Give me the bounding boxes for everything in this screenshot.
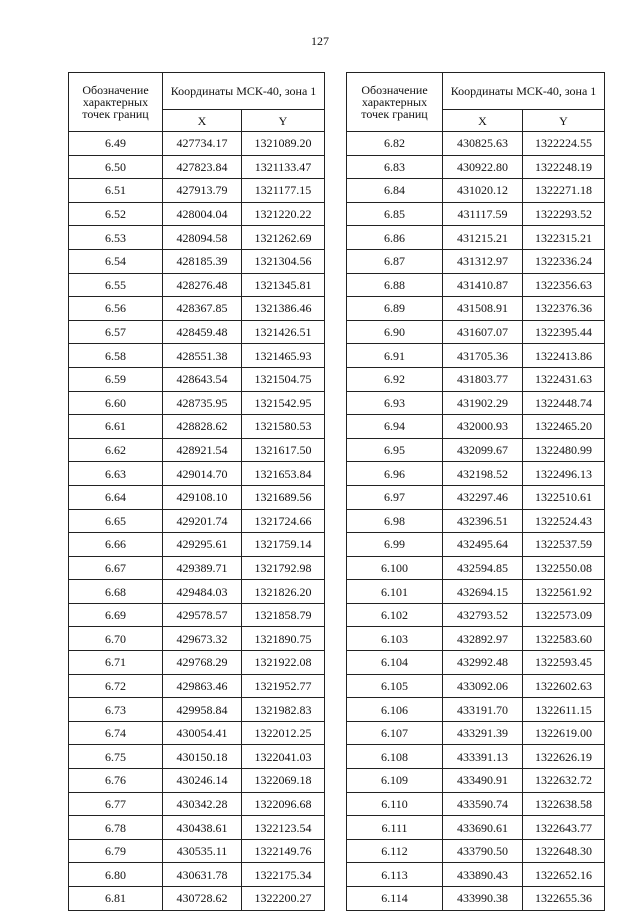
point-id-cell: 6.97 [347,485,443,509]
x-coordinate-cell: 432694.15 [443,580,523,604]
x-coordinate-cell: 430535.11 [163,839,242,863]
table-row [69,179,325,203]
y-coordinate-cell: 1321580.53 [242,415,325,439]
y-coordinate-cell: 1322643.77 [523,816,605,840]
point-id-cell: 6.106 [347,698,443,722]
x-coordinate-cell: 429108.10 [163,485,242,509]
table-row [69,769,325,793]
y-coordinate-cell: 1321220.22 [242,202,325,226]
table-row [69,816,325,840]
point-id-cell: 6.72 [69,674,163,698]
point-id-cell: 6.85 [347,202,443,226]
y-coordinate-cell: 1322602.63 [523,674,605,698]
y-coordinate-cell: 1321089.20 [242,132,325,156]
point-id-cell: 6.102 [347,603,443,627]
x-coordinate-cell: 431020.12 [443,179,523,203]
y-coordinate-cell: 1322638.58 [523,792,605,816]
point-id-cell: 6.49 [69,132,163,156]
y-coordinate-cell: 1321133.47 [242,155,325,179]
point-id-cell: 6.95 [347,438,443,462]
table-row [347,462,605,486]
point-id-cell: 6.107 [347,721,443,745]
y-coordinate-cell: 1321262.69 [242,226,325,250]
y-coordinate-cell: 1321982.83 [242,698,325,722]
point-id-cell: 6.100 [347,556,443,580]
table-row [69,627,325,651]
header-coordinates: Координаты МСК-40, зона 1 [443,73,605,110]
x-coordinate-cell: 431607.07 [443,320,523,344]
y-coordinate-cell: 1321304.56 [242,249,325,273]
x-coordinate-cell: 431902.29 [443,391,523,415]
table-row [69,367,325,391]
point-id-cell: 6.74 [69,721,163,745]
table-row [69,155,325,179]
x-coordinate-cell: 428185.39 [163,249,242,273]
header-x: X [443,110,523,132]
y-coordinate-cell: 1321890.75 [242,627,325,651]
x-coordinate-cell: 431508.91 [443,297,523,321]
x-coordinate-cell: 428004.04 [163,202,242,226]
table-row [347,533,605,557]
y-coordinate-cell: 1322593.45 [523,651,605,675]
y-coordinate-cell: 1322652.16 [523,863,605,887]
header-point-designation: Обозначение характерных точек границ [69,73,163,132]
point-id-cell: 6.112 [347,839,443,863]
y-coordinate-cell: 1322224.55 [523,132,605,156]
header-coordinates: Координаты МСК-40, зона 1 [163,73,325,110]
table-row [347,132,605,156]
table-row [347,887,605,911]
point-id-cell: 6.91 [347,344,443,368]
table-row [69,651,325,675]
y-coordinate-cell: 1321617.50 [242,438,325,462]
table-row [69,863,325,887]
x-coordinate-cell: 433490.91 [443,769,523,793]
x-coordinate-cell: 430054.41 [163,721,242,745]
table-row [69,320,325,344]
table-row [69,391,325,415]
point-id-cell: 6.56 [69,297,163,321]
y-coordinate-cell: 1322537.59 [523,533,605,557]
y-coordinate-cell: 1322200.27 [242,887,325,911]
x-coordinate-cell: 427913.79 [163,179,242,203]
y-coordinate-cell: 1322611.15 [523,698,605,722]
y-coordinate-cell: 1322096.68 [242,792,325,816]
x-coordinate-cell: 429673.32 [163,627,242,651]
table-row [347,249,605,273]
table-row [69,887,325,911]
point-id-cell: 6.69 [69,603,163,627]
point-id-cell: 6.93 [347,391,443,415]
x-coordinate-cell: 428643.54 [163,367,242,391]
table-row [347,674,605,698]
x-coordinate-cell: 429863.46 [163,674,242,698]
y-coordinate-cell: 1321542.95 [242,391,325,415]
point-id-cell: 6.96 [347,462,443,486]
y-coordinate-cell: 1322149.76 [242,839,325,863]
y-coordinate-cell: 1322573.09 [523,603,605,627]
y-coordinate-cell: 1322632.72 [523,769,605,793]
y-coordinate-cell: 1322655.36 [523,887,605,911]
y-coordinate-cell: 1321504.75 [242,367,325,391]
y-coordinate-cell: 1322510.61 [523,485,605,509]
point-id-cell: 6.113 [347,863,443,887]
table-row [69,698,325,722]
x-coordinate-cell: 430728.62 [163,887,242,911]
y-coordinate-cell: 1322648.30 [523,839,605,863]
table-row [347,320,605,344]
point-id-cell: 6.79 [69,839,163,863]
point-id-cell: 6.98 [347,509,443,533]
table-row [347,297,605,321]
y-coordinate-cell: 1322069.18 [242,769,325,793]
point-id-cell: 6.104 [347,651,443,675]
x-coordinate-cell: 433092.06 [443,674,523,698]
table-row [69,603,325,627]
table-row [69,249,325,273]
x-coordinate-cell: 428367.85 [163,297,242,321]
y-coordinate-cell: 1321386.46 [242,297,325,321]
table-row [69,415,325,439]
table-row [69,297,325,321]
x-coordinate-cell: 429014.70 [163,462,242,486]
point-id-cell: 6.82 [347,132,443,156]
point-id-cell: 6.60 [69,391,163,415]
y-coordinate-cell: 1322583.60 [523,627,605,651]
table-row [347,556,605,580]
table-row [69,462,325,486]
y-coordinate-cell: 1321724.66 [242,509,325,533]
y-coordinate-cell: 1322524.43 [523,509,605,533]
table-row [347,273,605,297]
header-y: Y [523,110,605,132]
table-row [347,580,605,604]
y-coordinate-cell: 1321345.81 [242,273,325,297]
point-id-cell: 6.94 [347,415,443,439]
x-coordinate-cell: 428828.62 [163,415,242,439]
x-coordinate-cell: 429389.71 [163,556,242,580]
point-id-cell: 6.103 [347,627,443,651]
table-row [69,674,325,698]
x-coordinate-cell: 431312.97 [443,249,523,273]
table-row [69,839,325,863]
table-row [347,179,605,203]
table-row [347,485,605,509]
point-id-cell: 6.67 [69,556,163,580]
point-id-cell: 6.57 [69,320,163,344]
table-row [347,792,605,816]
point-id-cell: 6.81 [69,887,163,911]
coordinates-table-left [68,72,325,911]
point-id-cell: 6.73 [69,698,163,722]
table-row [69,226,325,250]
point-id-cell: 6.87 [347,249,443,273]
x-coordinate-cell: 428276.48 [163,273,242,297]
table-row [347,627,605,651]
point-id-cell: 6.66 [69,533,163,557]
y-coordinate-cell: 1321653.84 [242,462,325,486]
point-id-cell: 6.77 [69,792,163,816]
y-coordinate-cell: 1322248.19 [523,155,605,179]
table-row [69,721,325,745]
x-coordinate-cell: 429295.61 [163,533,242,557]
header-point-designation: Обозначение характерных точек границ [347,73,443,132]
point-id-cell: 6.114 [347,887,443,911]
y-coordinate-cell: 1322413.86 [523,344,605,368]
table-row [347,509,605,533]
table-row [347,839,605,863]
x-coordinate-cell: 430825.63 [443,132,523,156]
y-coordinate-cell: 1322336.24 [523,249,605,273]
x-coordinate-cell: 433990.38 [443,887,523,911]
x-coordinate-cell: 430438.61 [163,816,242,840]
x-coordinate-cell: 430922.80 [443,155,523,179]
y-coordinate-cell: 1321177.15 [242,179,325,203]
point-id-cell: 6.51 [69,179,163,203]
y-coordinate-cell: 1322041.03 [242,745,325,769]
table-row [69,273,325,297]
x-coordinate-cell: 432892.97 [443,627,523,651]
point-id-cell: 6.90 [347,320,443,344]
y-coordinate-cell: 1322175.34 [242,863,325,887]
x-coordinate-cell: 431803.77 [443,367,523,391]
x-coordinate-cell: 428921.54 [163,438,242,462]
x-coordinate-cell: 433391.13 [443,745,523,769]
x-coordinate-cell: 432198.52 [443,462,523,486]
point-id-cell: 6.54 [69,249,163,273]
x-coordinate-cell: 429484.03 [163,580,242,604]
table-row [69,745,325,769]
point-id-cell: 6.61 [69,415,163,439]
y-coordinate-cell: 1321792.98 [242,556,325,580]
x-coordinate-cell: 432099.67 [443,438,523,462]
point-id-cell: 6.68 [69,580,163,604]
x-coordinate-cell: 432992.48 [443,651,523,675]
point-id-cell: 6.62 [69,438,163,462]
x-coordinate-cell: 431410.87 [443,273,523,297]
y-coordinate-cell: 1322315.21 [523,226,605,250]
x-coordinate-cell: 429201.74 [163,509,242,533]
y-coordinate-cell: 1322465.20 [523,415,605,439]
x-coordinate-cell: 430631.78 [163,863,242,887]
point-id-cell: 6.80 [69,863,163,887]
y-coordinate-cell: 1322123.54 [242,816,325,840]
y-coordinate-cell: 1322431.63 [523,367,605,391]
y-coordinate-cell: 1322356.63 [523,273,605,297]
table-row [347,226,605,250]
page-number: 127 [311,34,329,48]
point-id-cell: 6.76 [69,769,163,793]
point-id-cell: 6.52 [69,202,163,226]
point-id-cell: 6.53 [69,226,163,250]
x-coordinate-cell: 428459.48 [163,320,242,344]
x-coordinate-cell: 433690.61 [443,816,523,840]
table-row [347,155,605,179]
table-row [347,344,605,368]
x-coordinate-cell: 427823.84 [163,155,242,179]
y-coordinate-cell: 1321858.79 [242,603,325,627]
table-row [347,415,605,439]
point-id-cell: 6.111 [347,816,443,840]
y-coordinate-cell: 1321826.20 [242,580,325,604]
point-id-cell: 6.86 [347,226,443,250]
x-coordinate-cell: 433890.43 [443,863,523,887]
table-row [347,863,605,887]
y-coordinate-cell: 1322376.36 [523,297,605,321]
point-id-cell: 6.99 [347,533,443,557]
header-x: X [163,110,242,132]
table-row [347,367,605,391]
x-coordinate-cell: 429958.84 [163,698,242,722]
x-coordinate-cell: 433790.50 [443,839,523,863]
point-id-cell: 6.75 [69,745,163,769]
table-row [347,202,605,226]
point-id-cell: 6.59 [69,367,163,391]
table-row [347,816,605,840]
table-row [69,344,325,368]
y-coordinate-cell: 1321689.56 [242,485,325,509]
y-coordinate-cell: 1321465.93 [242,344,325,368]
y-coordinate-cell: 1322012.25 [242,721,325,745]
point-id-cell: 6.55 [69,273,163,297]
table-row [69,202,325,226]
y-coordinate-cell: 1322480.99 [523,438,605,462]
x-coordinate-cell: 427734.17 [163,132,242,156]
x-coordinate-cell: 432793.52 [443,603,523,627]
x-coordinate-cell: 432396.51 [443,509,523,533]
y-coordinate-cell: 1322271.18 [523,179,605,203]
point-id-cell: 6.50 [69,155,163,179]
y-coordinate-cell: 1322626.19 [523,745,605,769]
point-id-cell: 6.92 [347,367,443,391]
y-coordinate-cell: 1321922.08 [242,651,325,675]
table-row [347,745,605,769]
x-coordinate-cell: 429578.57 [163,603,242,627]
y-coordinate-cell: 1322550.08 [523,556,605,580]
table-row [69,580,325,604]
y-coordinate-cell: 1322395.44 [523,320,605,344]
table-row [347,721,605,745]
table-row [69,438,325,462]
point-id-cell: 6.108 [347,745,443,769]
table-row [347,391,605,415]
table-row [69,792,325,816]
point-id-cell: 6.58 [69,344,163,368]
x-coordinate-cell: 430342.28 [163,792,242,816]
header-y: Y [242,110,325,132]
point-id-cell: 6.78 [69,816,163,840]
point-id-cell: 6.110 [347,792,443,816]
point-id-cell: 6.64 [69,485,163,509]
y-coordinate-cell: 1322448.74 [523,391,605,415]
table-row [69,533,325,557]
point-id-cell: 6.105 [347,674,443,698]
x-coordinate-cell: 432000.93 [443,415,523,439]
x-coordinate-cell: 430150.18 [163,745,242,769]
y-coordinate-cell: 1322496.13 [523,462,605,486]
x-coordinate-cell: 433590.74 [443,792,523,816]
y-coordinate-cell: 1322293.52 [523,202,605,226]
x-coordinate-cell: 430246.14 [163,769,242,793]
point-id-cell: 6.71 [69,651,163,675]
point-id-cell: 6.89 [347,297,443,321]
table-row [347,603,605,627]
x-coordinate-cell: 428094.58 [163,226,242,250]
x-coordinate-cell: 433291.39 [443,721,523,745]
y-coordinate-cell: 1322619.00 [523,721,605,745]
table-row [69,485,325,509]
x-coordinate-cell: 428735.95 [163,391,242,415]
table-row [69,556,325,580]
table-row [69,132,325,156]
y-coordinate-cell: 1321426.51 [242,320,325,344]
x-coordinate-cell: 429768.29 [163,651,242,675]
point-id-cell: 6.109 [347,769,443,793]
x-coordinate-cell: 431117.59 [443,202,523,226]
x-coordinate-cell: 433191.70 [443,698,523,722]
x-coordinate-cell: 432297.46 [443,485,523,509]
coordinates-table-right [346,72,605,911]
x-coordinate-cell: 431705.36 [443,344,523,368]
point-id-cell: 6.63 [69,462,163,486]
table-row [347,698,605,722]
y-coordinate-cell: 1322561.92 [523,580,605,604]
point-id-cell: 6.70 [69,627,163,651]
table-row [347,769,605,793]
point-id-cell: 6.83 [347,155,443,179]
x-coordinate-cell: 431215.21 [443,226,523,250]
point-id-cell: 6.88 [347,273,443,297]
x-coordinate-cell: 428551.38 [163,344,242,368]
x-coordinate-cell: 432495.64 [443,533,523,557]
table-row [69,509,325,533]
x-coordinate-cell: 432594.85 [443,556,523,580]
point-id-cell: 6.65 [69,509,163,533]
y-coordinate-cell: 1321952.77 [242,674,325,698]
point-id-cell: 6.84 [347,179,443,203]
table-row [347,438,605,462]
point-id-cell: 6.101 [347,580,443,604]
table-row [347,651,605,675]
y-coordinate-cell: 1321759.14 [242,533,325,557]
